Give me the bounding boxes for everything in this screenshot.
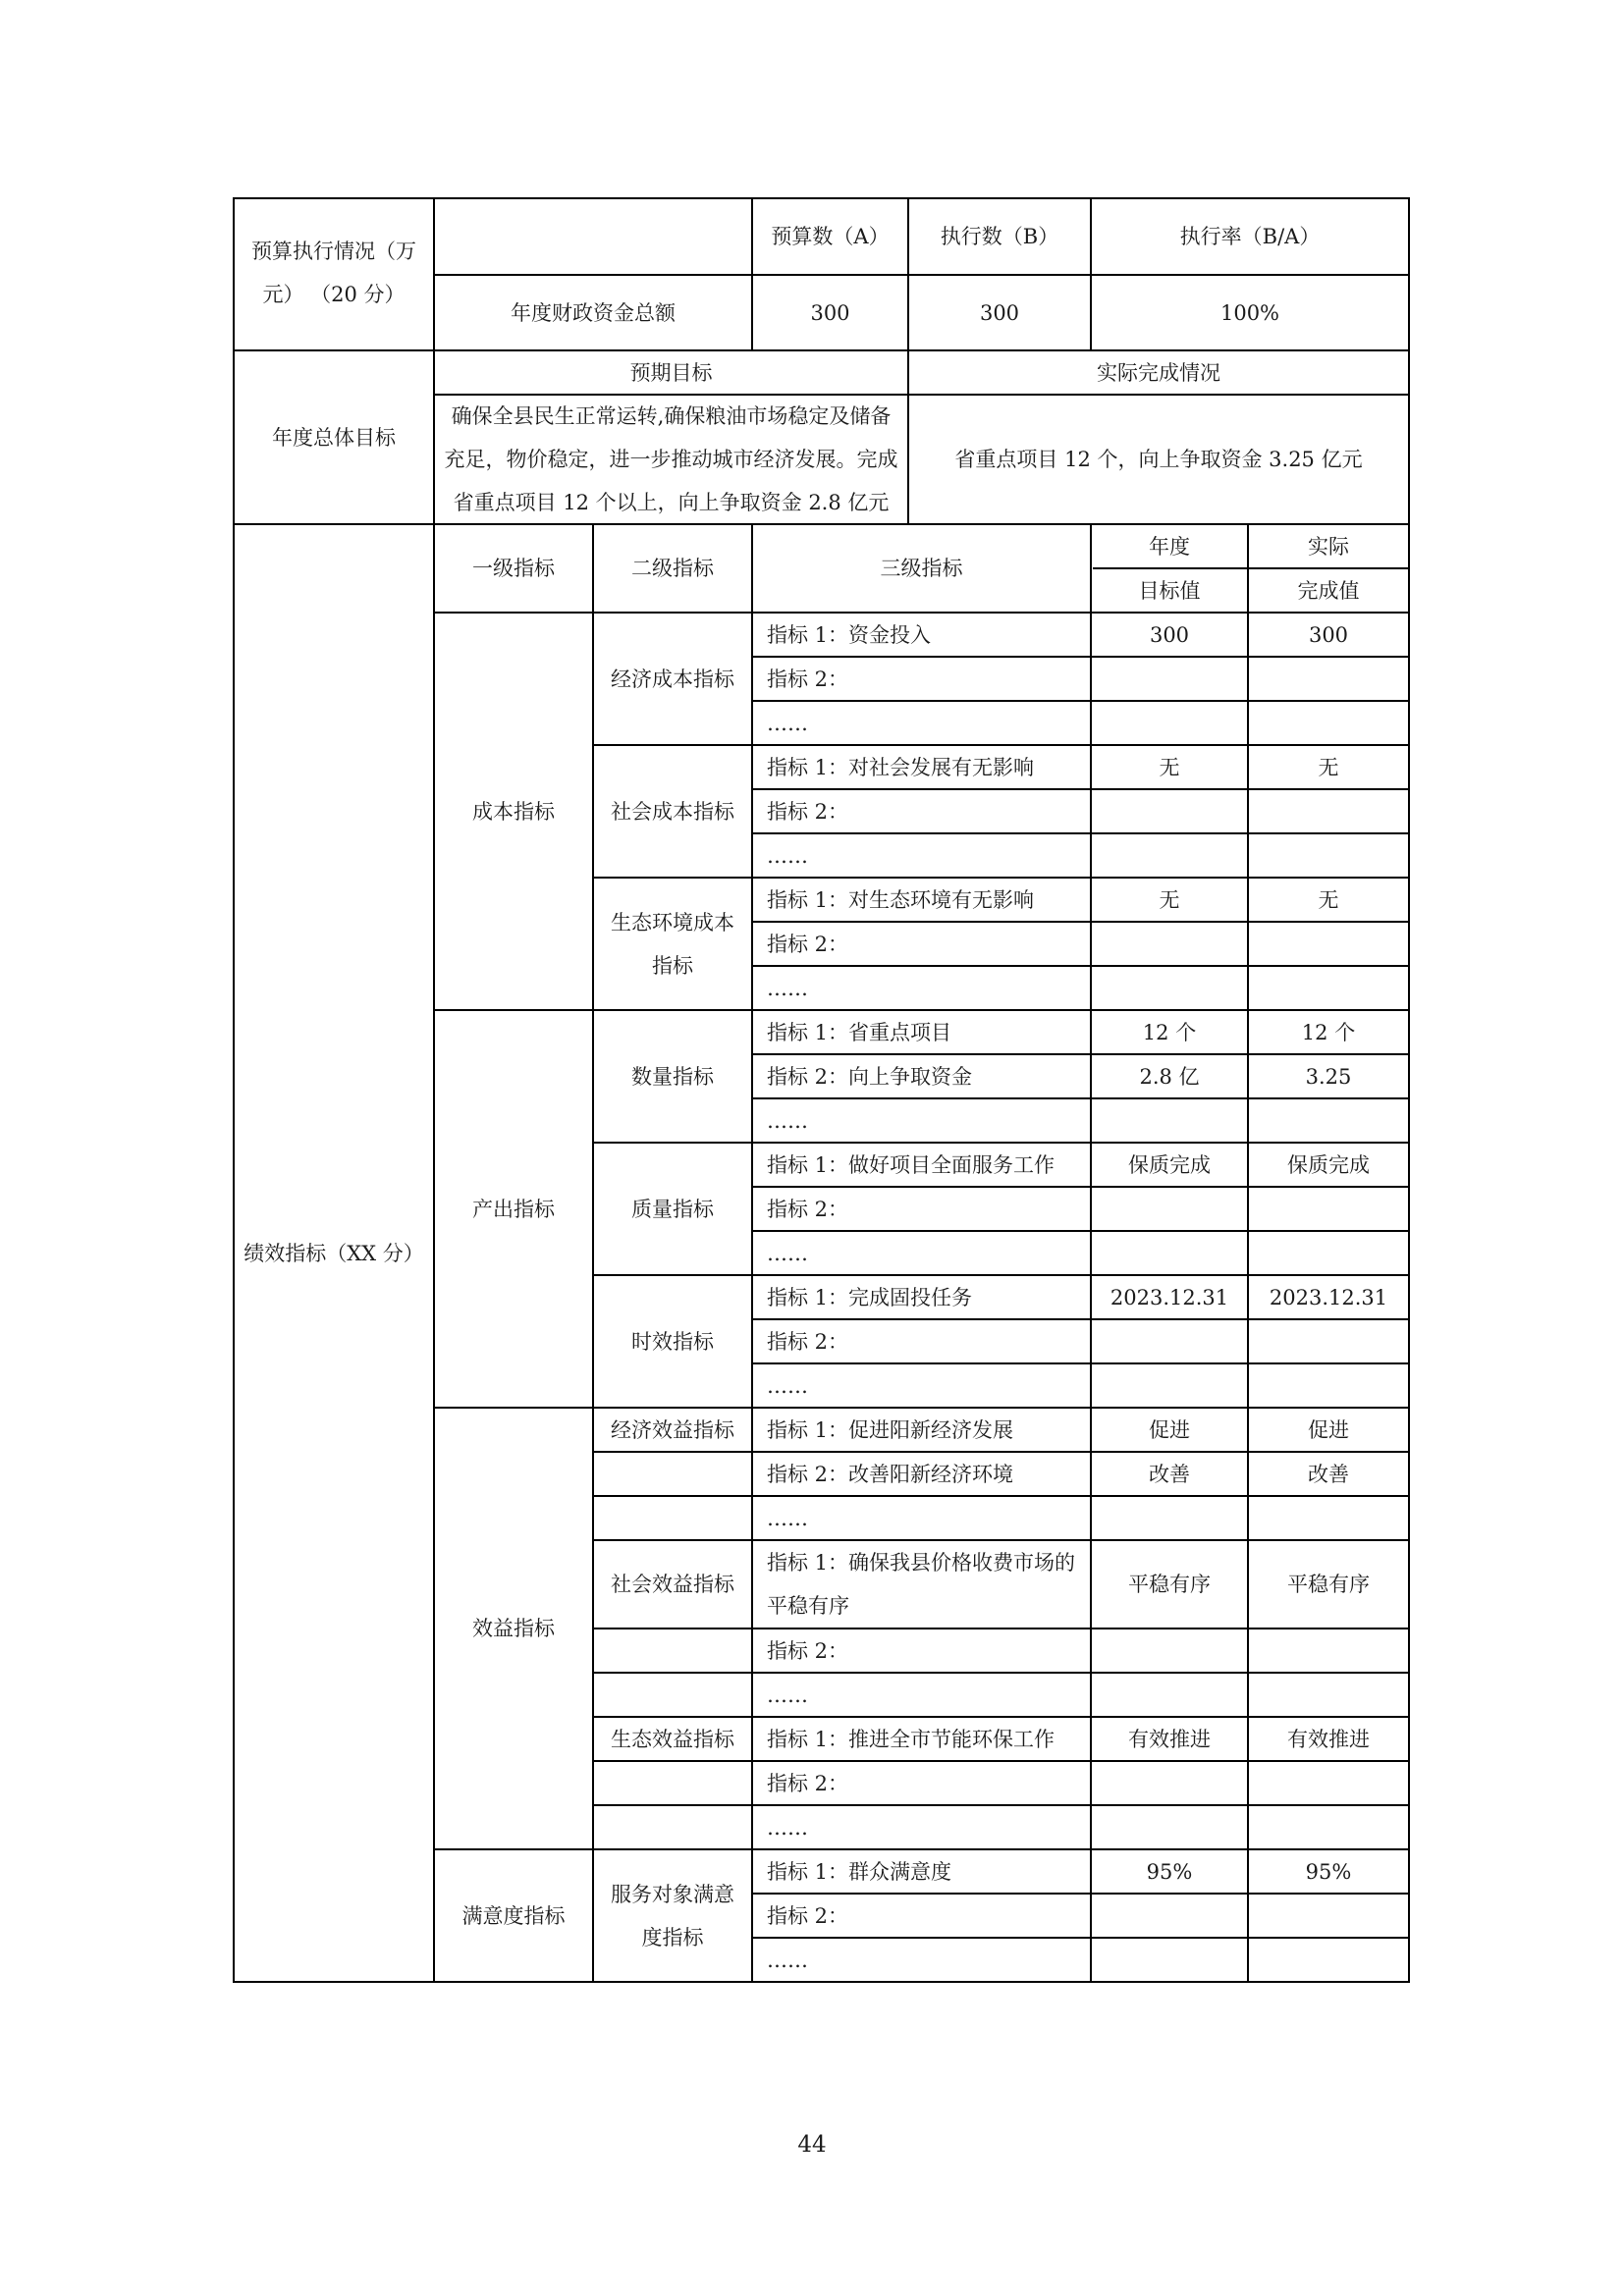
table-row-target	[1092, 658, 1247, 700]
header-level1: 一级指标	[472, 557, 555, 580]
table-row-actual	[1249, 702, 1408, 744]
budget-value-rate: 100%	[1219, 300, 1280, 325]
table-row-actual	[1249, 1674, 1408, 1716]
table-row-indicator: 指标 1：促进阳新经济发展	[767, 1417, 1014, 1442]
budget-value-a: 300	[810, 300, 850, 325]
table-row-indicator: 指标 2：	[767, 799, 849, 824]
header-level2: 二级指标	[631, 557, 714, 580]
level2-eco-cost: 生态环境成本 指标	[611, 910, 734, 978]
table-row-indicator: 指标 1：对社会发展有无影响	[767, 755, 1035, 779]
table-line	[233, 1981, 1410, 1983]
table-row-target: 有效推进	[1128, 1727, 1211, 1751]
table-row-target: 12 个	[1142, 1020, 1197, 1044]
budget-header-b: 执行数（B）	[940, 225, 1059, 248]
table-row-actual	[1249, 1188, 1408, 1230]
table-row-indicator: 指标 2：	[767, 1771, 849, 1795]
budget-header-rate: 执行率（B/A）	[1179, 225, 1321, 248]
table-row-indicator: 指标 1：确保我县价格收费市场的 平稳有序	[767, 1551, 1076, 1618]
table-row-indicator: 指标 1：省重点项目	[767, 1020, 952, 1044]
table-row-indicator: 指标 2：	[767, 1329, 849, 1354]
level2-quality: 质量指标	[631, 1197, 714, 1221]
table-row-indicator: ……	[767, 1241, 808, 1265]
table-line	[1408, 197, 1410, 1983]
table-row-indicator: 指标 1：推进全市节能环保工作	[767, 1727, 1056, 1751]
table-row-target	[1092, 1320, 1247, 1362]
table-row-target	[1092, 702, 1247, 744]
table-row-actual	[1249, 658, 1408, 700]
table-row-target: 2023.12.31	[1110, 1285, 1229, 1309]
table-row-indicator: 指标 1：群众满意度	[767, 1859, 952, 1884]
header-target-top: 年度	[1149, 534, 1190, 559]
table-row-target: 95%	[1146, 1859, 1193, 1884]
table-row-target	[1092, 923, 1247, 965]
table-row-indicator: 指标 2：改善阳新经济环境	[767, 1462, 1014, 1486]
table-row-indicator: ……	[767, 843, 808, 868]
table-row-target: 改善	[1149, 1462, 1190, 1486]
goal-expected-text: 确保全县民生正常运转,确保粮油市场稳定及储备 充足，物价稳定，进一步推动城市经济发展。完成 省重点项目 12 个以上，向上争取资金 2.8 亿元	[444, 404, 898, 514]
table-row-indicator: 指标 1：完成固投任务	[767, 1285, 973, 1309]
table-row-indicator: ……	[767, 1682, 808, 1707]
goal-section-label: 年度总体目标	[272, 425, 396, 450]
table-row-actual: 300	[1308, 622, 1349, 647]
table-row-actual	[1249, 923, 1408, 965]
table-row-actual	[1249, 1364, 1408, 1407]
table-row-target	[1092, 967, 1247, 1009]
level1-output: 产出指标	[472, 1197, 555, 1221]
table-row-target: 无	[1159, 887, 1180, 912]
table-row-target	[1092, 1762, 1247, 1804]
header-actual-bottom: 完成值	[1297, 578, 1360, 603]
table-row-indicator: ……	[767, 1108, 808, 1133]
table-row-target	[1092, 834, 1247, 877]
table-row-indicator: 指标 2：	[767, 932, 849, 956]
table-row-actual	[1249, 1762, 1408, 1804]
table-row-indicator: 指标 2：	[767, 1197, 849, 1221]
table-row-indicator: ……	[767, 1815, 808, 1840]
table-row-actual: 12 个	[1301, 1020, 1356, 1044]
table-row-indicator: 指标 1：资金投入	[767, 622, 932, 647]
level2-timeliness: 时效指标	[631, 1329, 714, 1354]
page-number: 44	[797, 2132, 827, 2158]
budget-header-a: 预算数（A）	[771, 225, 890, 248]
table-row-indicator: 指标 2：	[767, 1903, 849, 1928]
level2-quantity: 数量指标	[631, 1064, 714, 1089]
table-row-target	[1092, 1232, 1247, 1274]
table-row-actual	[1249, 1320, 1408, 1362]
level2-service-satisfaction: 服务对象满意 度指标	[611, 1882, 734, 1949]
table-row-actual: 无	[1318, 887, 1339, 912]
table-row-actual	[1249, 1099, 1408, 1142]
budget-value-b: 300	[979, 300, 1020, 325]
header-actual-top: 实际	[1308, 534, 1349, 559]
goal-expected-header: 预期目标	[629, 360, 713, 385]
table-row-actual: 3.25	[1305, 1064, 1352, 1089]
table-row-target	[1092, 1674, 1247, 1716]
level1-benefit: 效益指标	[472, 1617, 555, 1640]
table-row-indicator: ……	[767, 1948, 808, 1972]
level1-satisfaction: 满意度指标	[461, 1903, 566, 1928]
level1-cost: 成本指标	[472, 799, 555, 824]
budget-row-label: 年度财政资金总额	[511, 300, 676, 325]
table-row-target: 平稳有序	[1128, 1573, 1211, 1596]
level2-social-cost: 社会成本指标	[611, 799, 734, 824]
budget-section-label: 预算执行情况（万 元） （20 分）	[251, 240, 416, 306]
table-row-indicator: 指标 2：向上争取资金	[767, 1064, 973, 1089]
goal-actual-text: 省重点项目 12 个，向上争取资金 3.25 亿元	[954, 448, 1363, 471]
table-row-target	[1092, 1099, 1247, 1142]
table-row-actual: 95%	[1305, 1859, 1352, 1884]
table-row-target	[1092, 790, 1247, 832]
table-row-target: 无	[1159, 755, 1180, 779]
table-row-target: 促进	[1149, 1417, 1190, 1442]
table-row-indicator: 指标 1：对生态环境有无影响	[767, 887, 1035, 912]
table-row-indicator: 指标 2：	[767, 667, 849, 691]
table-row-indicator: 指标 2：	[767, 1638, 849, 1663]
table-row-indicator: ……	[767, 1506, 808, 1530]
table-row-actual	[1249, 1497, 1408, 1539]
table-row-actual	[1249, 1895, 1408, 1937]
table-row-target	[1092, 1806, 1247, 1848]
table-row-target	[1092, 1629, 1247, 1672]
table-row-actual	[1249, 1232, 1408, 1274]
table-row-target: 保质完成	[1128, 1152, 1211, 1177]
table-row-target: 2.8 亿	[1139, 1064, 1200, 1089]
table-row-target	[1092, 1939, 1247, 1981]
level2-social-benefit: 社会效益指标	[611, 1573, 734, 1596]
table-row-actual: 有效推进	[1287, 1727, 1370, 1751]
table-row-actual	[1249, 1629, 1408, 1672]
table-row-indicator: ……	[767, 1373, 808, 1398]
table-row-target	[1092, 1364, 1247, 1407]
header-level3: 三级指标	[880, 557, 963, 580]
table-row-actual	[1249, 834, 1408, 877]
performance-section-label: 绩效指标（XX 分）	[244, 1241, 424, 1265]
table-row-target	[1092, 1188, 1247, 1230]
table-row-target: 300	[1149, 622, 1190, 647]
level2-economic-benefit: 经济效益指标	[611, 1417, 734, 1442]
table-row-actual: 无	[1318, 755, 1339, 779]
table-row-actual: 平稳有序	[1287, 1573, 1370, 1596]
header-target-bottom: 目标值	[1138, 578, 1201, 603]
level2-economic-cost: 经济成本指标	[611, 667, 734, 691]
table-row-actual	[1249, 967, 1408, 1009]
table-row-actual: 保质完成	[1287, 1152, 1370, 1177]
table-row-actual: 改善	[1308, 1462, 1349, 1486]
table-row-actual	[1249, 790, 1408, 832]
level2-eco-benefit: 生态效益指标	[611, 1727, 734, 1751]
table-row-indicator: 指标 1：做好项目全面服务工作	[767, 1152, 1056, 1177]
table-row-indicator: ……	[767, 976, 808, 1000]
table-row-actual	[1249, 1939, 1408, 1981]
table-row-target	[1092, 1895, 1247, 1937]
table-row-actual: 促进	[1308, 1417, 1349, 1442]
table-row-actual: 2023.12.31	[1269, 1285, 1388, 1309]
table-row-actual	[1249, 1806, 1408, 1848]
goal-actual-header: 实际完成情况	[1097, 360, 1220, 385]
table-row-indicator: ……	[767, 711, 808, 735]
table-row-target	[1092, 1497, 1247, 1539]
